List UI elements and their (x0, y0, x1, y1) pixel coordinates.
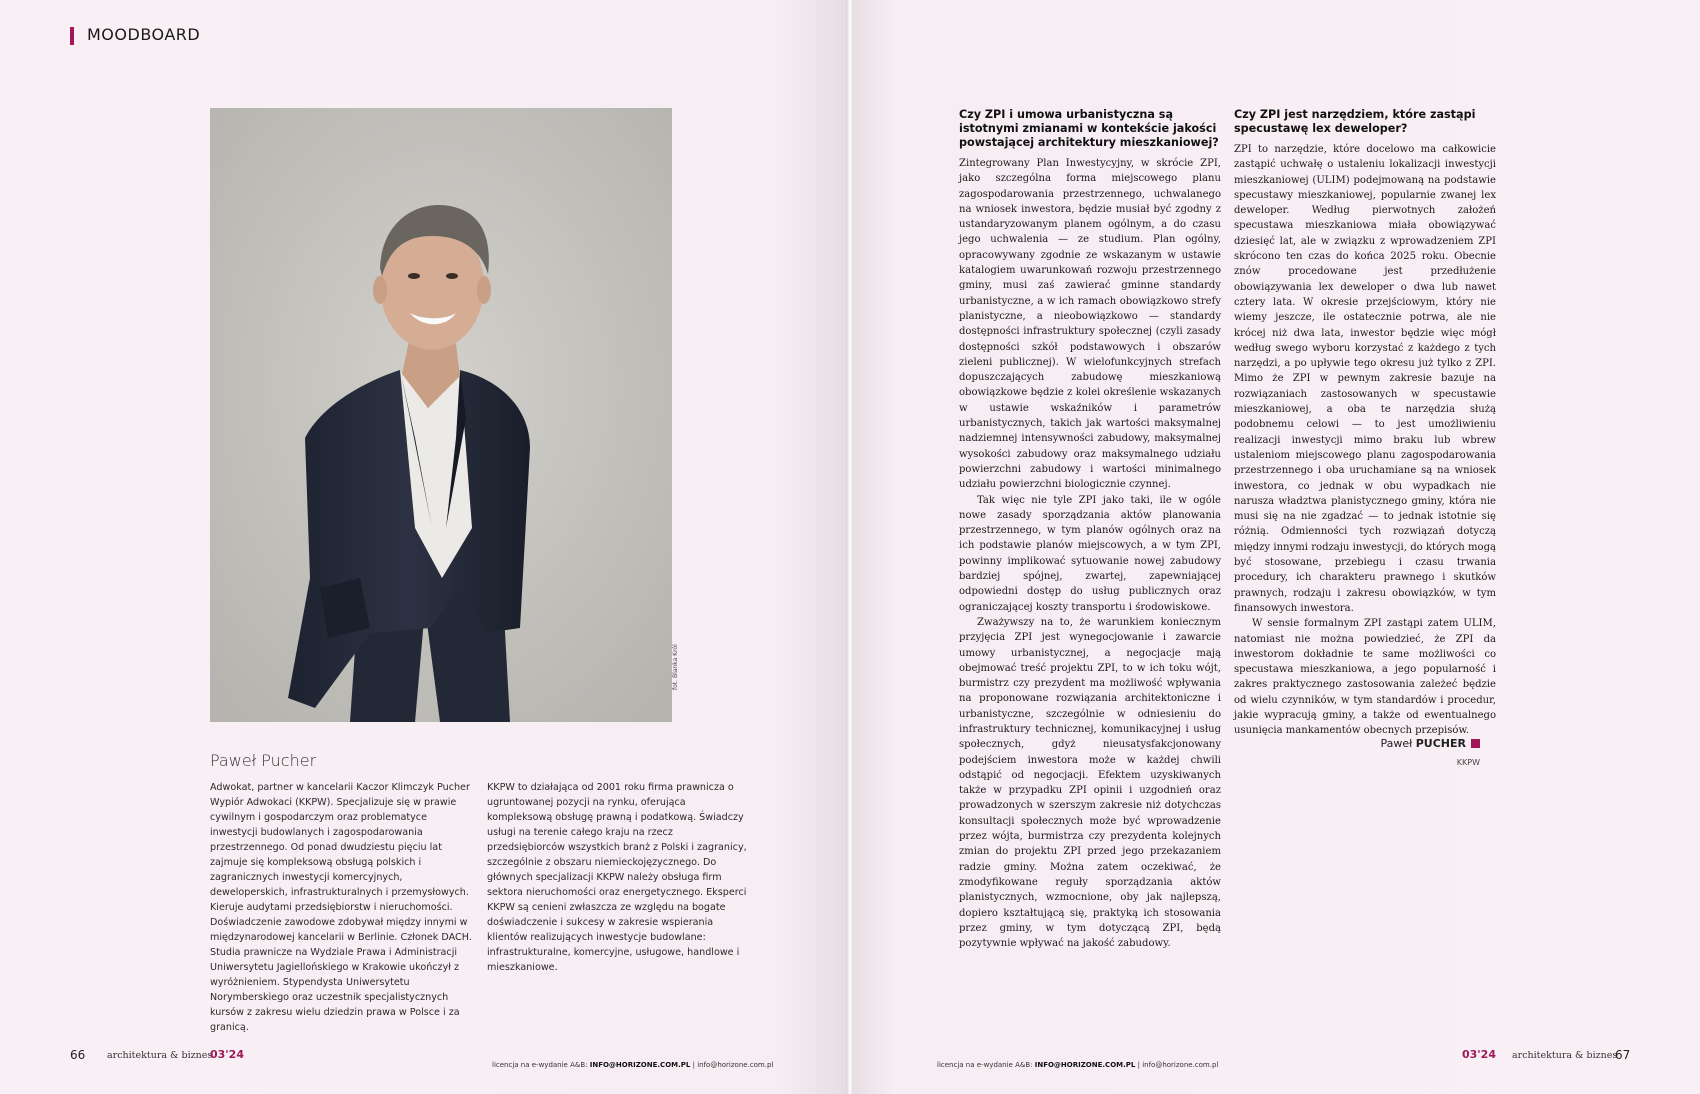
portrait-illustration (210, 108, 672, 722)
license-note-left (492, 1061, 773, 1069)
issue-number-left: 03'24 (210, 1048, 244, 1061)
signature-firm: KKPW (1456, 758, 1480, 767)
page-number-right: 67 (1615, 1048, 1631, 1062)
answer-1-paragraph-1: Zintegrowany Plan Inwestycyjny, w skrócie ZPI, jako szczególna forma miejscowego planu zagospodarowania przestrzennego, uchwalanego na wniosek inwestora, będzie musiał być zgodny z ustandaryzowanym planem ogólnym, a do czasu jego uchwalenia — ze studium. Plan ogólny, opracowywany zgodnie ze wskazanym w ustawie katalogiem uwarunkowań rozwoju przestrzennego gminy, musi zaś zawierać gminne standardy urbanistyczne, a w ich ramach obowiązkowo strefy planistyczne, a nieobowiązkowo — standardy dostępności infrastruktury społecznej (czyli zasady dostępności szkół podstawowych i obszarów zieleni publicznej). W wielofunkcyjnych strefach dopuszczających zabudowę mieszkaniową obowiązkowe będzie z kolei określenie wskazanych w ustawie wskaźników i parametrów urbanistycznych, takich jak wartości maksymalnej nadziemnej intensywności zabudowy, maksymalnej wysokości zabudowy oraz maksymalnego udziału powierzchni zabudowy i wartości minimalnego udziału powierzchni biologicznie czynnej. (959, 158, 1221, 491)
issue-number-right: 03'24 (1462, 1048, 1496, 1061)
magazine-name-left: architektura & biznes (107, 1050, 213, 1061)
page-number-left: 66 (70, 1048, 86, 1062)
license-email[interactable]: INFO@HORIZONE.COM.PL (1034, 1061, 1136, 1069)
section-accent-bar (70, 27, 74, 45)
license-separator: | (692, 1061, 695, 1069)
signature-first-name: Paweł (1380, 737, 1413, 750)
answer-2-paragraph-2: W sensie formalnym ZPI zastąpi zatem ULIM, natomiast nie można powiedzieć, że ZPI da inwestorom dokładnie te same możliwości co specustawa mieszkaniowa, a jego popularność i zakres praktycznego zastosowania zależeć będzie od wielu czynników, w tym standardów i procedur, jakie wypracują gminy, a także od ewentualnego usunięcia mankamentów obecnych przepisów. (1234, 618, 1496, 737)
author-bio: Adwokat, partner w kancelarii Kaczor Klimczyk Pucher Wypiór Adwokaci (KKPW). Specjalizuje się w prawie cywilnym i gospodarczym oraz problematyce inwestycji budowlanych i zagospodarowania przestrzennego. Od ponad dwudziestu pięciu lat zajmuje się kompleksową obsługą polskich i zagranicznych inwestycji komercyjnych, deweloperskich, infrastrukturalnych i przemysłowych. Kieruje audytami przedsiębiorstw i nieruchomości. Doświadczenie zawodowe zdobywał między innymi w międzynarodowej kancelarii w Berlinie. Członek DACH. Studia prawnicze na Wydziale Prawa i Administracji Uniwersytetu Jagiellońskiego w Krakowie ukończył z wyróżnieniem. Stypendysta Uniwersytetu Norymberskiego oraz uczestnik specjalistycznych kursów z zakresu wielu dziedzin prawa w Polsce i za granicą. (210, 782, 472, 1033)
license-email[interactable]: INFO@HORIZONE.COM.PL (589, 1061, 691, 1069)
portrait-photo (210, 108, 672, 722)
article-column-1 (959, 108, 1221, 951)
right-page (852, 0, 1700, 1094)
magazine-name-right: architektura & biznes (1512, 1050, 1618, 1061)
license-prefix: licencja na e-wydanie A&B: (492, 1061, 588, 1069)
answer-2-paragraph-1: ZPI to narzędzie, które docelowo ma całkowicie zastąpić uchwałę o ustaleniu lokalizacji inwestycji mieszkaniowej (ULIM) podejmowaną na podstawie specustawy mieszkaniowej, popularnie zwanej lex deweloper. Według pierwotnych założeń specustawa mieszkaniowa miała obowiązywać dziesięć lat, ale w związku z wprowadzeniem ZPI skrócono ten czas do końca 2025 roku. Obecnie znów procedowane jest przedłużenie obowiązywania lex deweloper o dwa lub nawet cztery lata. W okresie przejściowym, który nie wiemy jeszcze, ile ostatecznie potrwa, ale nie krócej niż dwa lata, inwestor będzie więc mógł według swego wyboru korzystać z każdego z tych narzędzi, a po upływie tego okresu już tylko z ZPI. Mimo że ZPI w pewnym zakresie bazuje na rozwiązaniach zastosowanych w specustawie mieszkaniowej, a oba te narzędzia służą podobnemu celowi — to jest umożliwieniu realizacji inwestycji mimo braku lub wbrew ustaleniom miejscowego planu zagospodarowania przestrzennego i oba uruchamiane są na wniosek inwestora, co jednak w obu wypadkach nie narusza władztwa planistycznego gminy, która nie musi się na nie zgadzać — to jednak istotnie się różnią. Odmienności tych rozwiązań dotyczą między innymi rodzaju inwestycji, do których mogą być stosowane, przebiegu i czasu trwania procedury, ich charakteru prawnego i skutków prawnych, rodzaju i zakresu obowiązków, w tym finansowych inwestora. (1234, 144, 1496, 614)
license-email-lower[interactable]: info@horizone.com.pl (697, 1061, 774, 1069)
question-heading-2: Czy ZPI jest narzędziem, które zastąpi specustawę lex deweloper? (1234, 108, 1476, 135)
answer-1-paragraph-2: Tak więc nie tyle ZPI jako taki, ile w ogóle nowe zasady sporządzania aktów planowania przestrzennego, w tym planów ogólnych oraz na ich podstawie planów miejscowych, a w tym ZPI, powinny implikować sytuowanie nowej zabudowy bardziej spójnej, zwartej, zapewniającej odpowiedni dostęp do usług publicznych oraz ograniczającej koszty transportu i środowiskowe. (959, 494, 1221, 613)
license-prefix: licencja na e-wydanie A&B: (937, 1061, 1033, 1069)
question-heading-1: Czy ZPI i umowa urbanistyczna są istotnymi zmianami w kontekście jakości powstającej architektury mieszkaniowej? (959, 108, 1219, 149)
license-separator: | (1137, 1061, 1140, 1069)
author-name: Paweł Pucher (210, 751, 317, 770)
signature-accent-square (1471, 739, 1480, 748)
author-signature (1380, 737, 1480, 750)
signature-last-name: PUCHER (1415, 737, 1466, 750)
license-email-lower[interactable]: info@horizone.com.pl (1142, 1061, 1219, 1069)
left-page (0, 0, 848, 1094)
license-note-right (937, 1061, 1218, 1069)
answer-1-paragraph-3: Zważywszy na to, że warunkiem koniecznym przyjęcia ZPI jest wynegocjowanie i zawarcie umowy urbanistycznej, a negocjacje mają obejmować treść projektu ZPI, to w ich toku wójt, burmistrz czy prezydent ma możliwość wpływania na proponowane rozwiązania architektoniczne i urbanistyczne, szczególnie w odniesieniu do infrastruktury technicznej, komunikacyjnej i usług społecznych, gdyż nieusatysfakcjonowany podejściem inwestora może w każdej chwili odstąpić od negocjacji. Efektem uzyskiwanych także w przypadku ZPI opinii i uzgodnień oraz prowadzonych w szerszym zakresie niż dotychczas konsultacji społecznych może być wprowadzenie przez wójta, burmistrza czy prezydenta kolejnych zmian do projektu ZPI przed jego przekazaniem radzie gminy. Można zatem oczekiwać, że zmodyfikowane reguły sporządzania aktów planistycznych, wzmocnione, oby jak najlepszą, dopiero kształtującą się, praktyką ich stosowania przez gminy, w tym dotyczącą ZPI, będą pozytywnie wpływać na jakość zabudowy. (959, 616, 1221, 950)
section-label: MOODBOARD (87, 25, 201, 44)
article-column-2 (1234, 108, 1496, 739)
photo-credit: fot. Blanka Król (672, 644, 679, 690)
firm-description: KKPW to działająca od 2001 roku firma prawnicza o ugruntowanej pozycji na rynku, oferująca kompleksową obsługę prawną i podatkową. Świadczy usługi na terenie całego kraju na rzecz przedsiębiorców wszystkich branż z Polski i zagranicy, szczególnie z obszaru niemieckojęzycznego. Do głównych specjalizacji KKPW należy obsługa firm sektora nieruchomości oraz energetycznego. Eksperci KKPW są cenieni zwłaszcza ze względu na bogate doświadczenie i sukcesy w zakresie wspierania klientów realizujących inwestycje budowlane: infrastrukturalne, komercyjne, usługowe, handlowe i mieszkaniowe. (487, 782, 747, 973)
